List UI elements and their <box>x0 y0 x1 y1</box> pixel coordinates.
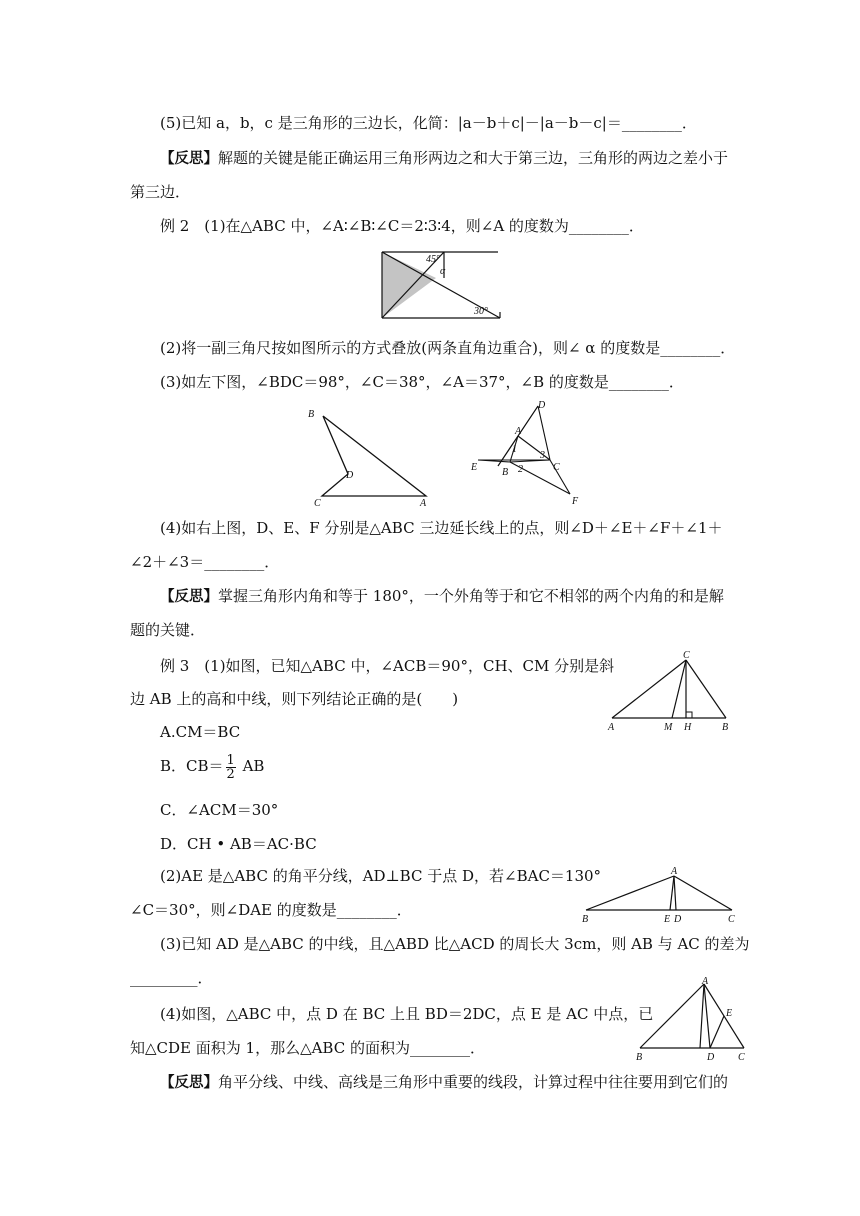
reflection-tag: 【反思】 <box>160 589 218 605</box>
label-D: D <box>346 470 354 481</box>
example-3-part-4-cont: 知△CDE 面积为 1，那么△ABC 的面积为________． <box>130 1039 485 1057</box>
fraction-denominator: 2 <box>226 766 235 782</box>
label-M: M <box>664 722 673 733</box>
label-C: C <box>738 1052 745 1063</box>
label-A: A <box>608 722 615 733</box>
example-3-part-3-cont: _________． <box>130 969 213 987</box>
reflection-1-text: 解题的关键是能正确运用三角形两边之和大于第三边，三角形的两边之差小于 <box>218 149 729 167</box>
fraction-numerator: 1 <box>226 752 235 768</box>
example-3-part-3: (3)已知 AD 是△ABC 的中线，且△ABD 比△ACD 的周长大 3cm，则 AB 与 AC 的差为 <box>160 935 750 953</box>
example-2-part-3: (3)如左下图，∠BDC＝98°，∠C＝38°，∠A＝37°，∠B 的度数是________． <box>160 373 684 391</box>
angle-45-label: 45° <box>426 254 440 265</box>
reflection-2-cont: 题的关键． <box>130 621 206 639</box>
set-squares-figure <box>378 248 538 323</box>
example-3-part-2-cont: ∠C＝30°，则∠DAE 的度数是________． <box>130 901 412 919</box>
label-B: B <box>636 1052 643 1063</box>
label-A: A <box>702 976 709 987</box>
label-A: A <box>515 426 522 437</box>
option-B-suffix: AB <box>237 757 265 775</box>
bisector-triangle-figure <box>580 866 750 926</box>
example-3-line: 例 3 (1)如图，已知△ABC 中，∠ACB＝90°，CH、CM 分别是斜 <box>160 657 615 675</box>
reflection-tag: 【反思】 <box>160 151 218 167</box>
quadrilateral-figure <box>308 406 438 509</box>
label-A: A <box>671 866 678 877</box>
option-D: D．CH • AB＝AC·BC <box>160 835 317 853</box>
example-2-part-4-cont: ∠2＋∠3＝________． <box>130 553 280 571</box>
label-D: D <box>538 400 546 411</box>
label-E: E <box>726 1008 733 1019</box>
label-B: B <box>722 722 729 733</box>
label-3: 3 <box>540 450 545 461</box>
extended-triangle-figure <box>470 400 600 510</box>
label-F: F <box>572 496 579 507</box>
option-B-prefix: B．CB＝ <box>160 757 224 775</box>
label-A: A <box>420 498 427 509</box>
reflection-1-cont: 第三边． <box>130 183 191 201</box>
example-3-part-4: (4)如图，△ABC 中，点 D 在 BC 上且 BD＝2DC，点 E 是 AC 中点，已 <box>160 1005 654 1023</box>
median-triangle-figure <box>632 976 762 1066</box>
label-B: B <box>502 467 509 478</box>
option-B <box>160 753 264 781</box>
label-E: E <box>664 914 671 925</box>
angle-30-label: 30° <box>474 306 488 317</box>
example-3-part-2: (2)AE 是△ABC 的角平分线，AD⊥BC 于点 D，若∠BAC＝130° <box>160 867 602 885</box>
right-triangle-figure <box>604 652 744 734</box>
label-E: E <box>471 462 478 473</box>
reflection-1-line <box>160 148 728 169</box>
alpha-label: α <box>440 266 446 277</box>
label-D: D <box>674 914 682 925</box>
label-C: C <box>553 462 560 473</box>
question-5-line: (5)已知 a，b，c 是三角形的三边长，化简：|a－b＋c|－|a－b－c|＝________． <box>160 114 697 132</box>
label-1: 1 <box>512 444 517 455</box>
option-A: A.CM＝BC <box>160 723 241 741</box>
option-C: C．∠ACM＝30° <box>160 801 279 819</box>
label-C: C <box>683 650 690 661</box>
label-C: C <box>314 498 321 509</box>
example-2-part-4: (4)如右上图，D、E、F 分别是△ABC 三边延长线上的点，则∠D＋∠E＋∠F＋∠1＋ <box>160 519 723 537</box>
label-H: H <box>684 722 692 733</box>
example-3-cont: 边 AB 上的高和中线，则下列结论正确的是( ) <box>130 690 459 708</box>
example-2-line: 例 2 (1)在△ABC 中，∠A∶∠B∶∠C＝2∶3∶4，则∠A 的度数为________． <box>160 217 644 235</box>
reflection-3-line <box>160 1072 728 1093</box>
label-B: B <box>308 409 315 420</box>
label-2: 2 <box>518 464 523 475</box>
reflection-tag: 【反思】 <box>160 1075 218 1091</box>
reflection-3-text: 角平分线、中线、高线是三角形中重要的线段，计算过程中往往要用到它们的 <box>218 1073 729 1091</box>
label-B: B <box>582 914 589 925</box>
reflection-2-text: 掌握三角形内角和等于 180°，一个外角等于和它不相邻的两个内角的和是解 <box>218 587 724 605</box>
example-2-part-2: (2)将一副三角尺按如图所示的方式叠放(两条直角边重合)，则∠ α 的度数是________． <box>160 339 736 357</box>
fraction-one-half <box>226 754 236 781</box>
label-C: C <box>728 914 735 925</box>
label-D: D <box>707 1052 715 1063</box>
reflection-2-line <box>160 586 724 607</box>
